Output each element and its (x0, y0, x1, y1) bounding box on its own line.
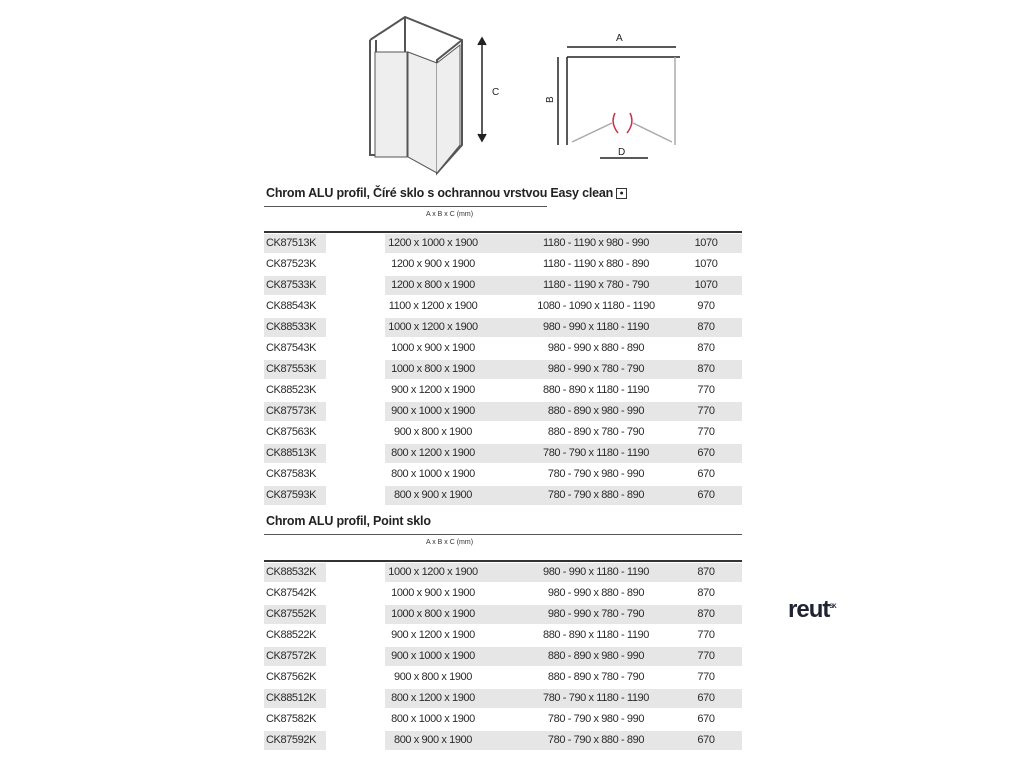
cell-range: 1180 - 1190 x 880 - 890 (543, 258, 649, 270)
table-row (264, 402, 742, 421)
cell-dims: 800 x 1200 x 1900 (391, 447, 475, 459)
cell-range: 880 - 890 x 780 - 790 (547, 426, 645, 438)
label-a: A (616, 33, 623, 44)
easy-clean-icon: ● (616, 188, 627, 199)
cell-d: 1070 (694, 237, 718, 249)
cell-code: CK87572K (266, 650, 317, 662)
cell-dims: 800 x 1000 x 1900 (391, 713, 475, 725)
cell-range: 880 - 890 x 980 - 990 (547, 650, 645, 662)
cell-code: CK87573K (266, 405, 317, 417)
table-row (264, 626, 742, 645)
cell-code: CK87513K (266, 237, 317, 249)
divider (264, 231, 742, 233)
cell-d: 770 (697, 426, 715, 438)
cell-code: CK87562K (266, 671, 317, 683)
cell-range: 880 - 890 x 1180 - 1190 (543, 384, 649, 396)
cell-d: 670 (697, 468, 715, 480)
cell-code: CK87542K (266, 587, 317, 599)
table-row (264, 360, 742, 379)
cell-range: 980 - 990 x 880 - 890 (547, 587, 645, 599)
cell-dims: 800 x 900 x 1900 (393, 489, 472, 501)
cell-dims: 900 x 1200 x 1900 (391, 629, 475, 641)
cell-dims: 1200 x 800 x 1900 (391, 279, 475, 291)
cell-d: 1070 (694, 279, 718, 291)
cell-dims: 1200 x 900 x 1900 (391, 258, 475, 270)
cell-d: 670 (697, 713, 715, 725)
cell-code: CK88522K (266, 629, 317, 641)
cell-dims: 900 x 800 x 1900 (393, 671, 472, 683)
cell-code: CK88532K (266, 566, 317, 578)
cell-code: CK88543K (266, 300, 317, 312)
table2-header-dims: A x B x C (mm) (426, 539, 474, 546)
cell-dims: 1000 x 900 x 1900 (391, 587, 475, 599)
table-row (264, 584, 742, 603)
cell-code: CK88513K (266, 447, 317, 459)
cell-d: 870 (697, 608, 715, 620)
cell-range: 880 - 890 x 780 - 790 (547, 671, 645, 683)
table-row (264, 444, 742, 463)
table-row (264, 318, 742, 337)
table-row (264, 731, 742, 750)
cell-code: CK87563K (266, 426, 317, 438)
cell-dims: 800 x 1200 x 1900 (391, 692, 475, 704)
cell-dims: 1100 x 1200 x 1900 (388, 300, 478, 312)
cell-dims: 800 x 1000 x 1900 (391, 468, 475, 480)
divider (264, 206, 547, 207)
label-d: D (618, 147, 626, 158)
cell-code: CK87583K (266, 468, 317, 480)
cell-range: 1180 - 1190 x 980 - 990 (543, 237, 649, 249)
cell-d: 670 (697, 447, 715, 459)
table-row (264, 255, 742, 274)
cell-d: 770 (697, 650, 715, 662)
cell-code: CK87593K (266, 489, 317, 501)
cell-d: 870 (697, 342, 715, 354)
cell-dims: 1200 x 1000 x 1900 (388, 237, 478, 249)
cell-d: 670 (697, 734, 715, 746)
cell-d: 770 (697, 671, 715, 683)
cell-d: 670 (697, 489, 715, 501)
table-row (264, 668, 742, 687)
divider (264, 560, 742, 562)
cell-code: CK87552K (266, 608, 317, 620)
cell-d: 670 (697, 692, 715, 704)
cell-dims: 1000 x 800 x 1900 (391, 608, 475, 620)
cell-range: 980 - 990 x 780 - 790 (547, 363, 645, 375)
table-row (264, 339, 742, 358)
cell-range: 980 - 990 x 780 - 790 (547, 608, 645, 620)
cell-range: 1080 - 1090 x 1180 - 1190 (537, 300, 655, 312)
table1-header-dims: A x B x C (mm) (426, 211, 474, 218)
cell-range: 980 - 990 x 1180 - 1190 (543, 566, 649, 578)
cell-dims: 1000 x 1200 x 1900 (388, 566, 478, 578)
table-row (264, 276, 742, 295)
table-row (264, 605, 742, 624)
cell-d: 870 (697, 321, 715, 333)
cell-code: CK88523K (266, 384, 317, 396)
label-b: B (545, 96, 556, 103)
cell-code: CK87582K (266, 713, 317, 725)
cell-dims: 900 x 1200 x 1900 (391, 384, 475, 396)
cell-dims: 1000 x 900 x 1900 (391, 342, 475, 354)
cell-d: 870 (697, 566, 715, 578)
cell-range: 780 - 790 x 1180 - 1190 (543, 447, 649, 459)
cell-code: CK87533K (266, 279, 317, 291)
cell-range: 780 - 790 x 880 - 890 (547, 489, 645, 501)
cell-d: 870 (697, 363, 715, 375)
cell-d: 870 (697, 587, 715, 599)
table-row (264, 423, 742, 442)
logo-text: reut (788, 596, 830, 623)
cell-dims: 900 x 1000 x 1900 (391, 650, 475, 662)
cell-d: 970 (697, 300, 715, 312)
table-row (264, 689, 742, 708)
table-row (264, 234, 742, 253)
cell-range: 780 - 790 x 980 - 990 (547, 713, 645, 725)
table-row (264, 486, 742, 505)
cell-dims: 900 x 1000 x 1900 (391, 405, 475, 417)
cell-dims: 1000 x 1200 x 1900 (388, 321, 478, 333)
shower-enclosure-diagram (350, 5, 700, 180)
cell-range: 780 - 790 x 980 - 990 (547, 468, 645, 480)
table1-title (266, 186, 627, 200)
cell-range: 780 - 790 x 880 - 890 (547, 734, 645, 746)
cell-d: 770 (697, 384, 715, 396)
table-row (264, 381, 742, 400)
table1-title-text: Chrom ALU profil, Číré sklo s ochrannou vrstvou Easy clean (266, 186, 614, 200)
cell-code: CK88512K (266, 692, 317, 704)
table-row (264, 465, 742, 484)
cell-code: CK87553K (266, 363, 317, 375)
cell-d: 770 (697, 405, 715, 417)
cell-dims: 1000 x 800 x 1900 (391, 363, 475, 375)
reut-logo (788, 596, 836, 624)
cell-range: 880 - 890 x 980 - 990 (547, 405, 645, 417)
cell-dims: 800 x 900 x 1900 (393, 734, 472, 746)
cell-range: 980 - 990 x 1180 - 1190 (543, 321, 649, 333)
table-row (264, 710, 742, 729)
cell-code: CK87543K (266, 342, 317, 354)
divider (264, 534, 742, 535)
cell-dims: 900 x 800 x 1900 (393, 426, 472, 438)
cell-range: 1180 - 1190 x 780 - 790 (543, 279, 649, 291)
table2-title: Chrom ALU profil, Point sklo (266, 514, 431, 528)
logo-suffix: SK (829, 604, 836, 610)
cell-range: 880 - 890 x 1180 - 1190 (543, 629, 649, 641)
cell-d: 770 (697, 629, 715, 641)
cell-code: CK87592K (266, 734, 317, 746)
label-c: C (492, 87, 500, 98)
table-row (264, 563, 742, 582)
cell-code: CK88533K (266, 321, 317, 333)
cell-d: 1070 (694, 258, 718, 270)
cell-range: 780 - 790 x 1180 - 1190 (543, 692, 649, 704)
table-row (264, 297, 742, 316)
table-row (264, 647, 742, 666)
cell-code: CK87523K (266, 258, 317, 270)
cell-range: 980 - 990 x 880 - 890 (547, 342, 645, 354)
